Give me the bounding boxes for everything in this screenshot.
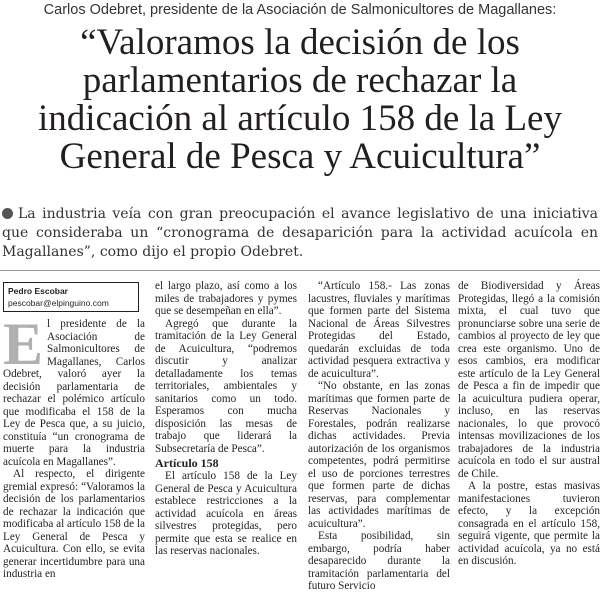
byline-name: Pedro Escobar (8, 286, 68, 296)
article-column-1 (3, 311, 145, 581)
subheading: Artículo 158 (155, 456, 219, 470)
byline-email[interactable]: pescobar@elpinguino.com (8, 298, 109, 308)
lede (2, 205, 598, 262)
lede-text: La industria veía con gran preocupación el avance legislativo de una iniciativa que consideraba un “cronograma de desaparición para la actividad acuícola en Magallanes”, como dijo el propio Odebret. (2, 206, 598, 260)
paragraph: l presidente de la Asociación de Salmonicultores de Magallanes, Carlos Odebret, valoró ayer la decisión parlamentaria de rechazar el polémico artículo que modificaba el 158 de la Ley de Pesca que, a su juicio, constituía “un cronograma de muerte para la industria acuícola en Magallanes”. (3, 318, 145, 468)
paragraph: “No obstante, en las zonas marítimas que formen parte de Reservas Nacionales y Forestales, podrán realizarse dichas actividades. Previa autorización de los organismos competentes, podrá permitirse el uso de porciones terrestres que formen parte de dichas reservas, para complementar las actividades marítimas de acuicultura”. (308, 380, 450, 530)
article-column-4 (458, 280, 600, 568)
headline-line: parlamentarios de rechazar la (82, 60, 518, 101)
paragraph: de Biodiversidad y Áreas Protegidas, llegó a la comisión mixta, el cual tuvo que pronunciarse sobre una serie de cambios al proyecto de ley que crea este organismo. Uno de esos cambios, era modificar este artículo de la Ley General de Pesca a fin de impedir que la acuicultura pudiera operar, incluso, en las reservas nacionales, lo que provocó intensas movilizaciones de los trabajadores de la industria acuícola en todo el sur austral de Chile. (458, 280, 600, 480)
paragraph: Agregó que durante la tramitación de la Ley General de Acuicultura, “podremos discutir y analizar detalladamente los temas territoriales, ambientales y sanitarios como un todo. Esperamos con mucha disposición las mesas de trabajo que liderará la Subsecretaría de Pesca”. (155, 317, 297, 455)
paragraph: Esta posibilidad, sin embargo, podría haber desaparecido durante la tramitación parlamentaria del futuro Servicio (308, 530, 450, 592)
byline (3, 282, 139, 312)
paragraph: El artículo 158 de la Ley General de Pesca y Acuicultura establece restricciones a la actividad acuícola en áreas silvestres protegidas, pero permite que esta se realice en las reservas nacionales. (155, 470, 297, 557)
paragraph: A la postre, estas masivas manifestaciones tuvieron efecto, y la excepción consagrada en el artículo 158, seguirá vigente, que permite la actividad acuícola, ya no está en discusión. (458, 480, 600, 567)
bullet-icon (2, 208, 13, 219)
drop-cap: E (3, 311, 44, 377)
kicker: Carlos Odebret, presidente de la Asociación de Salmonicultores de Magallanes: (43, 2, 557, 18)
paragraph: el largo plazo, así como a los miles de trabajadores y pymes que se desempeñan en ella”. (155, 280, 297, 317)
article-column-2 (155, 280, 297, 558)
headline-line: indicación al artículo 158 de la Ley (38, 98, 562, 139)
paragraph: Al respecto, el dirigente gremial expresó: “Valoramos la decisión de los parlamentarios de rechazar la indicación que modificaba al artículo 158 de la Ley General de Pesca y Acuicultura. Con ello, se evita generar incertidumbre para una industria en (3, 468, 145, 580)
headline-line: “Valoramos la decisión de los (80, 22, 520, 63)
headline (4, 24, 596, 176)
paragraph: “Artículo 158.- Las zonas lacustres, fluviales y marítimas que formen parte del Sistema Nacional de Áreas Silvestres Protegidas del Estado, quedarán excluidas de toda actividad pesquera extractiva y de acuicultura”. (308, 280, 450, 380)
headline-line: General de Pesca y Acuicultura” (59, 136, 541, 177)
article-column-3 (308, 280, 450, 593)
divider (0, 270, 600, 271)
